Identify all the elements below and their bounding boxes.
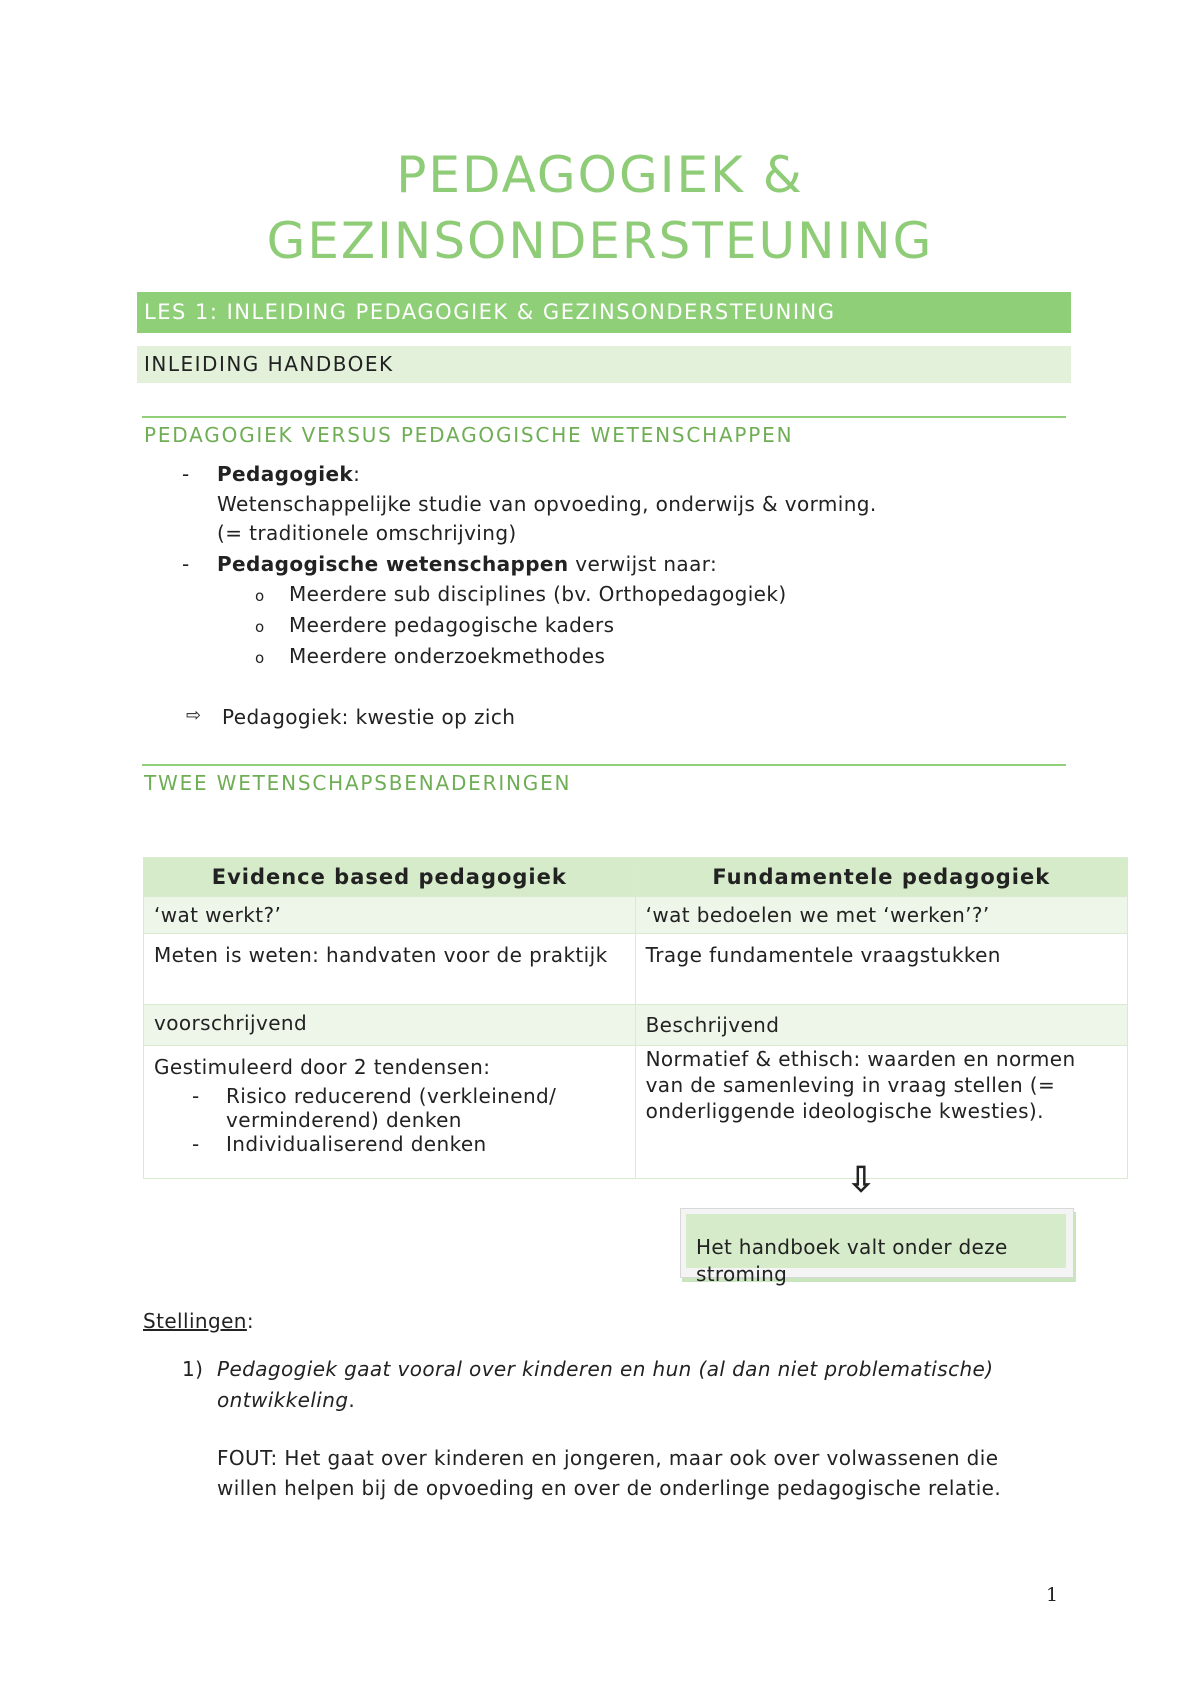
list-item-text: Individualiserend denken bbox=[226, 1132, 487, 1156]
table-header-row bbox=[144, 858, 1128, 897]
statement-period: . bbox=[348, 1388, 356, 1412]
comparison-table bbox=[143, 857, 1128, 1179]
heading-inleiding-handboek: INLEIDING HANDBOEK bbox=[137, 346, 1071, 383]
statement-line-2 bbox=[217, 1388, 355, 1412]
sub-bullet: o bbox=[255, 587, 265, 605]
section-heading-wetenschapsbenaderingen: TWEE WETENSCHAPSBENADERINGEN bbox=[144, 771, 572, 795]
table-row bbox=[144, 1005, 1128, 1046]
list-item bbox=[154, 1084, 625, 1132]
sub-bullet: o bbox=[255, 649, 265, 667]
definition-note: (= traditionele omschrijving) bbox=[217, 521, 517, 545]
sub-item: Meerdere sub disciplines (bv. Orthopedagogiek) bbox=[289, 582, 787, 606]
sub-item: Meerdere pedagogische kaders bbox=[289, 613, 615, 637]
arrow-right-icon: ⇨ bbox=[186, 705, 202, 726]
callout-text: Het handboek valt onder deze stroming bbox=[696, 1235, 1008, 1286]
list-dash: - bbox=[192, 1132, 200, 1156]
stellingen-label: Stellingen bbox=[143, 1309, 247, 1333]
statement-line-italic: ontwikkeling bbox=[217, 1388, 349, 1412]
list-item-text: Risico reducerend (verkleinend/ verminderend) denken bbox=[226, 1084, 557, 1132]
table-cell: voorschrijvend bbox=[144, 1005, 636, 1046]
tendensen-intro: Gestimuleerd door 2 tendensen: bbox=[154, 1055, 491, 1079]
heading-lesson: LES 1: INLEIDING PEDAGOGIEK & GEZINSONDERSTEUNING bbox=[137, 292, 1071, 333]
conclusion-text: Pedagogiek: kwestie op zich bbox=[222, 705, 516, 729]
table-cell: Trage fundamentele vraagstukken bbox=[635, 934, 1127, 1005]
document-title-line2: GEZINSONDERSTEUNING bbox=[266, 212, 934, 270]
table-cell: Meten is weten: handvaten voor de praktijk bbox=[144, 934, 636, 1005]
term-colon: : bbox=[353, 462, 361, 486]
list-item-pedagogische-wetenschappen bbox=[217, 552, 717, 576]
table-row bbox=[144, 897, 1128, 934]
table-row bbox=[144, 1046, 1128, 1179]
list-item bbox=[154, 1132, 625, 1156]
callout-inner bbox=[686, 1214, 1066, 1286]
section-divider bbox=[142, 764, 1066, 766]
table-cell: ‘wat werkt?’ bbox=[144, 897, 636, 934]
stellingen-label-line bbox=[143, 1309, 254, 1333]
sub-bullet: o bbox=[255, 618, 265, 636]
document-title-line1: PEDAGOGIEK & bbox=[396, 146, 804, 204]
definition-line: Wetenschappelijke studie van opvoeding, onderwijs & vorming. bbox=[217, 492, 877, 516]
list-dash: - bbox=[182, 552, 190, 576]
section-divider bbox=[142, 416, 1066, 418]
term-pedagogiek: Pedagogiek bbox=[217, 462, 354, 486]
down-arrow-icon: ⇩ bbox=[846, 1160, 877, 1201]
term-rest: verwijst naar: bbox=[568, 552, 718, 576]
table-cell: ‘wat bedoelen we met ‘werken’?’ bbox=[635, 897, 1127, 934]
list-dash: - bbox=[182, 462, 190, 486]
table-cell: Normatief & ethisch: waarden en normen van de samenleving in vraag stellen (= onderliggende ideologische kwesties). bbox=[635, 1046, 1127, 1179]
answer-line: FOUT: Het gaat over kinderen en jongeren, maar ook over volwassenen die bbox=[217, 1446, 999, 1470]
answer-line: willen helpen bij de opvoeding en over de onderlinge pedagogische relatie. bbox=[217, 1476, 1002, 1500]
table-cell: Beschrijvend bbox=[635, 1005, 1127, 1046]
table-row bbox=[144, 934, 1128, 1005]
statement-number: 1) bbox=[182, 1357, 204, 1381]
statement-line: Pedagogiek gaat vooral over kinderen en hun (al dan niet problematische) bbox=[217, 1357, 994, 1381]
tendensen-list bbox=[154, 1084, 625, 1156]
column-header-evidence-based: Evidence based pedagogiek bbox=[144, 858, 636, 897]
page-number: 1 bbox=[1046, 1584, 1059, 1606]
callout-box bbox=[680, 1208, 1074, 1286]
sub-item: Meerdere onderzoekmethodes bbox=[289, 644, 606, 668]
list-dash: - bbox=[192, 1084, 200, 1108]
table-cell-tendensen bbox=[144, 1046, 636, 1179]
column-header-fundamentele: Fundamentele pedagogiek bbox=[635, 858, 1127, 897]
list-item-pedagogiek bbox=[217, 462, 360, 486]
term-pedagogische-wetenschappen: Pedagogische wetenschappen bbox=[217, 552, 569, 576]
section-heading-pedagogiek: PEDAGOGIEK VERSUS PEDAGOGISCHE WETENSCHAPPEN bbox=[144, 423, 794, 447]
stellingen-colon: : bbox=[246, 1309, 255, 1333]
